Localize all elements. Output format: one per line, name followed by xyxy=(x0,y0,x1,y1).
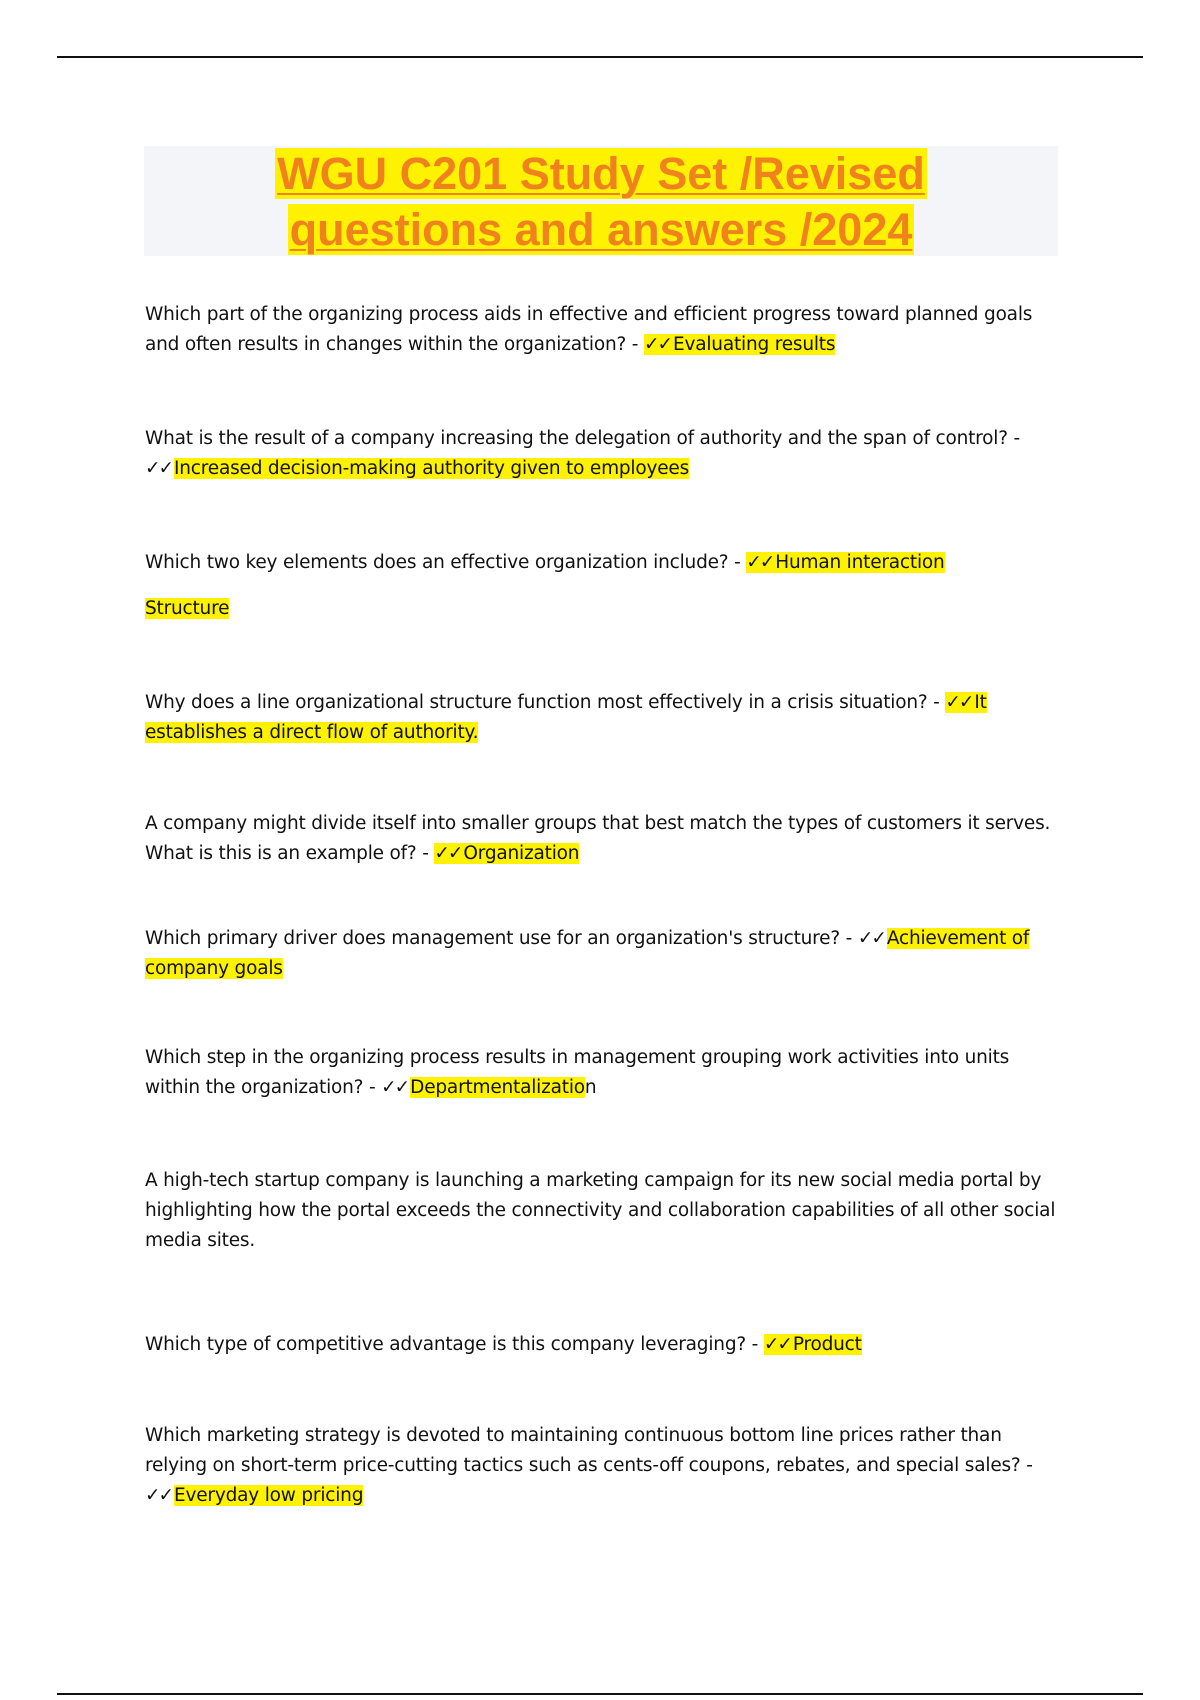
qa-item-1: Which part of the organizing process aids in effective and efficient progress toward planned goals and often results in changes within the organization? - ✓✓ Evaluating results xyxy=(145,304,1033,355)
check-icon: ✓✓ xyxy=(643,334,671,355)
qa-item-6: Which primary driver does management use for an organization's structure? - ✓✓ Achievement of company goals xyxy=(145,928,1030,979)
question-text: Which part of the organizing process aids in effective and efficient progress toward planned goals and often results in changes within the organization? xyxy=(145,304,1033,355)
answer-text: Evaluating results xyxy=(672,334,836,355)
answer-highlight xyxy=(434,843,579,864)
check-icon: ✓✓ xyxy=(857,928,885,949)
answer-text: Achievement of company goals xyxy=(145,928,1030,979)
question-text: Why does a line organizational structure function most effectively in a crisis situation? xyxy=(145,692,928,713)
answer-highlight xyxy=(644,334,835,355)
answer-text: Departmentalizatio xyxy=(410,1077,585,1098)
answer-tail-text: n xyxy=(584,1077,597,1098)
question-text: Which primary driver does management use for an organization's structure? xyxy=(145,928,840,949)
bottom-rule xyxy=(57,1693,1143,1695)
title-line-1: WGU C201 Study Set /Revised xyxy=(277,148,925,199)
check-icon: ✓✓ xyxy=(381,1077,409,1098)
check-icon: ✓✓ xyxy=(145,458,173,479)
question-text: What is the result of a company increasing the delegation of authority and the span of control? xyxy=(145,428,1008,449)
scenario-text xyxy=(145,1166,1060,1256)
check-icon: ✓✓ xyxy=(434,843,462,864)
top-rule xyxy=(57,56,1143,58)
question-text: Which marketing strategy is devoted to maintaining continuous bottom line prices rather than relying on short-term price-cutting tactics such as cents-off coupons, rebates, and special sales? xyxy=(145,1425,1021,1476)
answer-text: Product xyxy=(792,1334,862,1355)
qa-item-3: Which two key elements does an effective organization include? - ✓✓ Human interaction xyxy=(145,552,945,573)
qa-item-9: Which type of competitive advantage is this company leveraging? - ✓✓ Product xyxy=(145,1334,862,1355)
question-text: Which two key elements does an effective organization include? xyxy=(145,552,729,573)
check-icon: ✓✓ xyxy=(746,552,774,573)
answer-text: Everyday low pricing xyxy=(174,1485,364,1506)
qa-item-4: Why does a line organizational structure function most effectively in a crisis situation? - ✓✓ It establishes a direct flow of authority. xyxy=(145,692,987,743)
answer-highlight xyxy=(764,1334,862,1355)
question-text: A company might divide itself into smaller groups that best match the types of customers it serves. What is this is an example of? xyxy=(145,813,1051,864)
qa-item-3-extra xyxy=(145,594,1060,624)
qa-item-7: Which step in the organizing process results in management grouping work activities into units within the organization? - ✓✓ Departmentalization xyxy=(145,1047,1010,1098)
title-line-2: questions and answers /2024 xyxy=(289,204,913,255)
qa-item-5: A company might divide itself into smaller groups that best match the types of customers it serves. What is this is an example of? - ✓✓ Organization xyxy=(145,813,1051,864)
check-icon: ✓✓ xyxy=(945,692,973,713)
question-text: Which type of competitive advantage is this company leveraging? xyxy=(145,1334,746,1355)
scenario-paragraph: A high-tech startup company is launching a marketing campaign for its new social media portal by highlighting how the portal exceeds the connectivity and collaboration capabilities of all other social media sites. xyxy=(145,1170,1056,1251)
answer-text: Increased decision-making authority given to employees xyxy=(174,458,690,479)
answer-extra-text: Structure xyxy=(145,598,230,619)
title-block xyxy=(144,146,1058,256)
qa-item-2: What is the result of a company increasing the delegation of authority and the span of control? - ✓✓ Increased decision-making authority given to employees xyxy=(145,428,1021,479)
answer-highlight xyxy=(746,552,944,573)
qa-item-10: Which marketing strategy is devoted to maintaining continuous bottom line prices rather than relying on short-term price-cutting tactics such as cents-off coupons, rebates, and special sales? - ✓✓ Everyday low pricing xyxy=(145,1425,1033,1506)
question-text: Which step in the organizing process results in management grouping work activities into units within the organization? xyxy=(145,1047,1010,1098)
check-icon: ✓✓ xyxy=(763,1334,791,1355)
check-icon: ✓✓ xyxy=(145,1485,173,1506)
answer-text: Human interaction xyxy=(775,552,945,573)
answer-text: Organization xyxy=(463,843,580,864)
answer-text: It establishes a direct flow of authority. xyxy=(145,692,987,743)
